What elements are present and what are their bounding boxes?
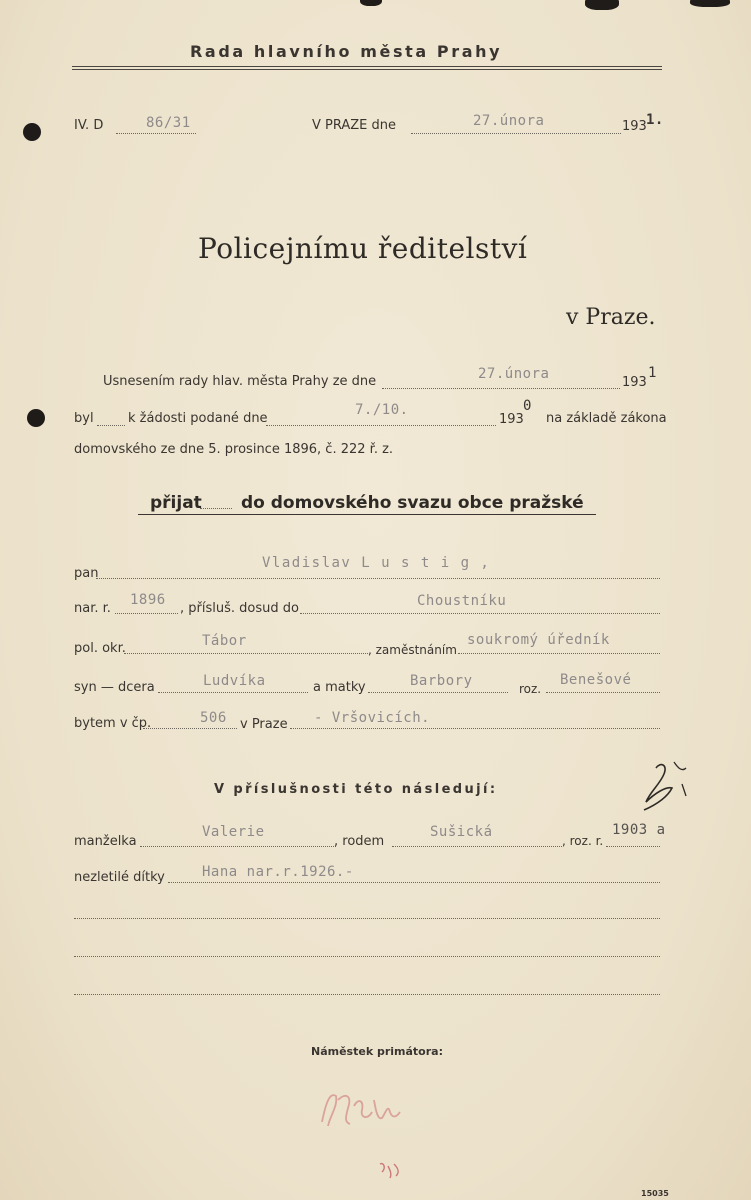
signatory-label: Náměstek primátora:: [311, 1045, 443, 1058]
wife-line: [140, 846, 336, 847]
previous-domicile: Choustníku: [417, 593, 507, 609]
blank-line: [74, 994, 660, 995]
punch-hole: [23, 123, 41, 141]
birth-year: 1896: [130, 592, 166, 608]
residence: - Vršovicích.: [314, 710, 431, 726]
place-label: V PRAZE dne: [312, 118, 397, 133]
request-year-prefix: 193: [499, 412, 524, 427]
stamped-signature: [316, 1082, 416, 1134]
blank-line: [74, 956, 660, 957]
pan-line: [96, 578, 660, 579]
syn-line: [158, 692, 308, 693]
family-heading: V příslušnosti této následují:: [214, 782, 498, 797]
matky-label: a matky: [313, 680, 366, 695]
top-edge-stain: [690, 0, 730, 7]
top-edge-stain: [585, 0, 619, 10]
byl-label: byl: [74, 411, 94, 426]
wife-name: Valerie: [202, 824, 265, 840]
date-line: [411, 133, 621, 134]
header-double-rule: [72, 66, 662, 70]
wife-birthplace: Sušická: [430, 824, 493, 840]
law-reference: domovského ze dne 5. prosince 1896, č. 222 ř. z.: [74, 442, 394, 457]
nar-label: nar. r.: [74, 601, 111, 616]
syn-label: syn — dcera: [74, 680, 155, 695]
ref-label: IV. D: [74, 118, 104, 133]
roz-line: [546, 692, 660, 693]
person-name: Vladislav L u s t i g ,: [262, 555, 491, 571]
praze-line: [290, 728, 660, 729]
praze-label: v Praze: [240, 717, 288, 732]
ref-year-prefix: 193: [622, 119, 647, 134]
mother-maiden-name: Benešové: [560, 672, 632, 688]
ref-year-suffix: 1.: [646, 112, 664, 128]
blank-line: [74, 918, 660, 919]
small-pink-mark: [376, 1160, 404, 1180]
addressee-title: Policejnímu ředitelství: [198, 232, 528, 265]
pol-line: [124, 653, 368, 654]
ref-number: 86/31: [146, 115, 191, 131]
district: Tábor: [202, 633, 247, 649]
resolution-text: Usnesením rady hlav. města Prahy ze dne: [103, 374, 377, 389]
zam-label: , zaměstnáním: [368, 643, 457, 657]
request-date: 7./10.: [355, 402, 409, 418]
wife-birth-year: 1903 a: [612, 822, 666, 838]
council-header: Rada hlavního města Prahy: [190, 42, 503, 61]
resolution-year-prefix: 193: [622, 375, 647, 390]
ref-date: 27.února: [473, 113, 545, 129]
decision-text: do domovského svazu obce pražské: [241, 493, 584, 513]
resolution-date-line: [382, 388, 620, 389]
mother-name: Barbory: [410, 673, 473, 689]
house-number: 506: [200, 710, 227, 726]
form-number: 15035: [641, 1189, 669, 1198]
top-edge-stain: [360, 0, 382, 6]
decision-dots: [200, 508, 232, 509]
pol-label: pol. okr.: [74, 641, 126, 656]
wife-label: manželka: [74, 834, 137, 849]
handwritten-mark: [638, 758, 718, 818]
zam-line: [458, 653, 660, 654]
request-text: k žádosti podané dne: [128, 411, 268, 426]
children-value: Hana nar.r.1926.-: [202, 864, 354, 880]
resolution-year-suffix: 1: [648, 365, 657, 381]
request-year-suffix: 0: [523, 398, 532, 414]
law-text: na základě zákona: [546, 411, 667, 426]
occupation: soukromý úředník: [467, 632, 610, 648]
decision-prijat: přijat: [150, 493, 202, 513]
prislus-label: , přísluš. dosud do: [180, 601, 299, 616]
prislus-line: [300, 613, 660, 614]
rozr-line: [606, 846, 660, 847]
children-line: [168, 882, 660, 883]
children-label: nezletilé dítky: [74, 870, 165, 885]
request-date-line: [266, 425, 496, 426]
punch-hole: [27, 409, 45, 427]
rodem-line: [392, 846, 562, 847]
nar-line: [115, 613, 178, 614]
decision-underline: [138, 514, 596, 515]
bytem-label: bytem v čp.: [74, 716, 152, 731]
ref-number-line: [116, 133, 196, 134]
father-name: Ludvíka: [203, 673, 266, 689]
byl-line: [97, 425, 125, 426]
rozr-label: , roz. r.: [562, 834, 604, 848]
roz-label: roz.: [519, 682, 542, 696]
resolution-date: 27.února: [478, 366, 550, 382]
addressee-city: v Praze.: [566, 305, 656, 330]
bytem-line: [143, 728, 237, 729]
rodem-label: , rodem: [334, 834, 385, 849]
matky-line: [368, 692, 508, 693]
pan-label: pan: [74, 566, 99, 581]
